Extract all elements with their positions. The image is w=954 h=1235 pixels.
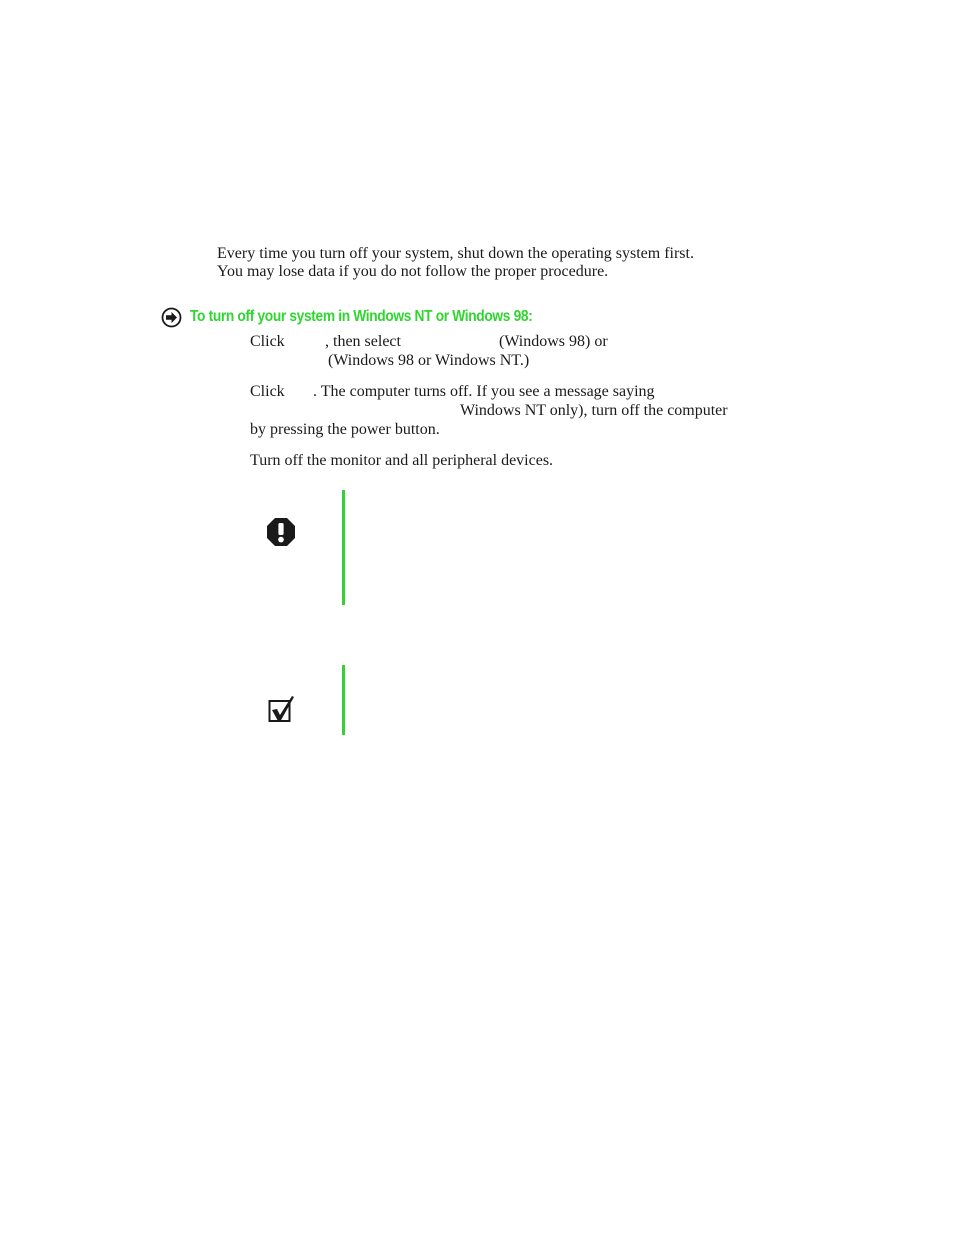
step2-line-1-rest: . The computer turns off. If you see a message saying bbox=[313, 383, 655, 400]
step1-then-select-text: , then select bbox=[325, 333, 401, 350]
step1-line-2: (Windows 98 or Windows NT.) bbox=[328, 352, 530, 369]
procedure-heading bbox=[161, 306, 588, 328]
intro-line-2: You may lose data if you do not follow the proper procedure. bbox=[217, 263, 609, 280]
step1-click-text: Click bbox=[250, 333, 285, 350]
warning-bar bbox=[342, 490, 345, 605]
step3-text: Turn off the monitor and all peripheral devices. bbox=[250, 452, 554, 469]
step2-line-2-rest: Windows NT only), turn off the computer bbox=[460, 402, 728, 419]
step1-win98-or-text: (Windows 98) or bbox=[499, 333, 608, 350]
check-note-icon bbox=[268, 695, 295, 723]
procedure-heading-text: To turn off your system in Windows NT or Windows 98: bbox=[190, 308, 533, 325]
intro-line-1: Every time you turn off your system, shut down the operating system first. bbox=[217, 245, 694, 262]
step2-click-text: Click bbox=[250, 383, 285, 400]
warning-icon bbox=[266, 517, 296, 547]
step2-line-3: by pressing the power button. bbox=[250, 421, 440, 438]
arrow-right-icon bbox=[161, 307, 182, 328]
note-bar bbox=[342, 665, 345, 735]
